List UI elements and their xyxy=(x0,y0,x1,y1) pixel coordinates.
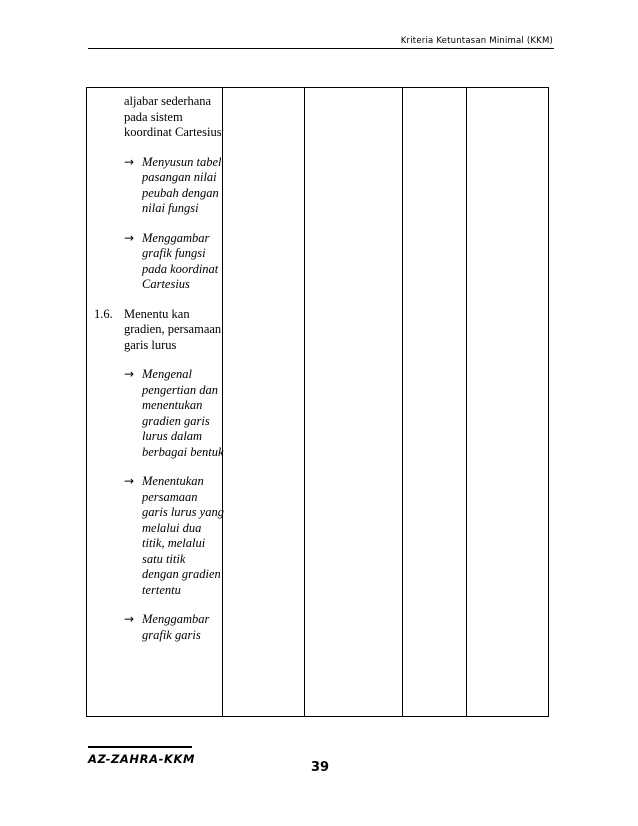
competency-item xyxy=(94,307,226,644)
indicator-text: Menyusun tabel pasangan nilai peubah dengan nilai fungsi xyxy=(142,154,222,215)
competency-cell xyxy=(94,94,226,643)
indicator-item xyxy=(124,231,226,293)
footer-brand: AZ-ZAHRA-KKM xyxy=(88,752,196,766)
indicator-item xyxy=(124,155,226,217)
arrow-icon: → xyxy=(124,367,135,381)
indicator-text: Menentukan persamaan garis lurus yang melalui dua titik, melalui satu titik dengan gradien tertentu xyxy=(142,474,224,597)
indicator-item xyxy=(124,612,226,643)
indicator-item xyxy=(124,474,226,598)
arrow-icon: → xyxy=(124,474,135,488)
indicator-text: Menggambar grafik fungsi pada koordinat Cartesius xyxy=(142,230,219,291)
header-rule xyxy=(88,48,554,49)
column-divider-4 xyxy=(466,88,467,716)
intro-text: aljabar sederhana pada sistem koordinat Cartesius xyxy=(124,94,222,139)
running-header: Kriteria Ketuntasan Minimal (KKM) xyxy=(400,36,553,46)
intro-block xyxy=(94,94,226,293)
footer-bar xyxy=(88,746,192,748)
arrow-icon: → xyxy=(124,154,135,169)
indicator-text: Mengenal pengertian dan menentukan gradien garis lurus dalam berbagai bentuk xyxy=(142,367,224,459)
item-text: Menentu kan gradien, persamaan garis lurus xyxy=(124,306,222,352)
column-divider-2 xyxy=(304,88,305,716)
kkm-table xyxy=(86,87,549,717)
page-number: 39 xyxy=(310,760,330,775)
arrow-icon: → xyxy=(124,230,135,245)
item-number: 1.6. xyxy=(94,306,113,321)
indicator-text: Menggambar grafik garis xyxy=(142,612,210,642)
arrow-icon: → xyxy=(124,612,135,626)
indicator-item xyxy=(124,367,226,460)
column-divider-3 xyxy=(402,88,403,716)
